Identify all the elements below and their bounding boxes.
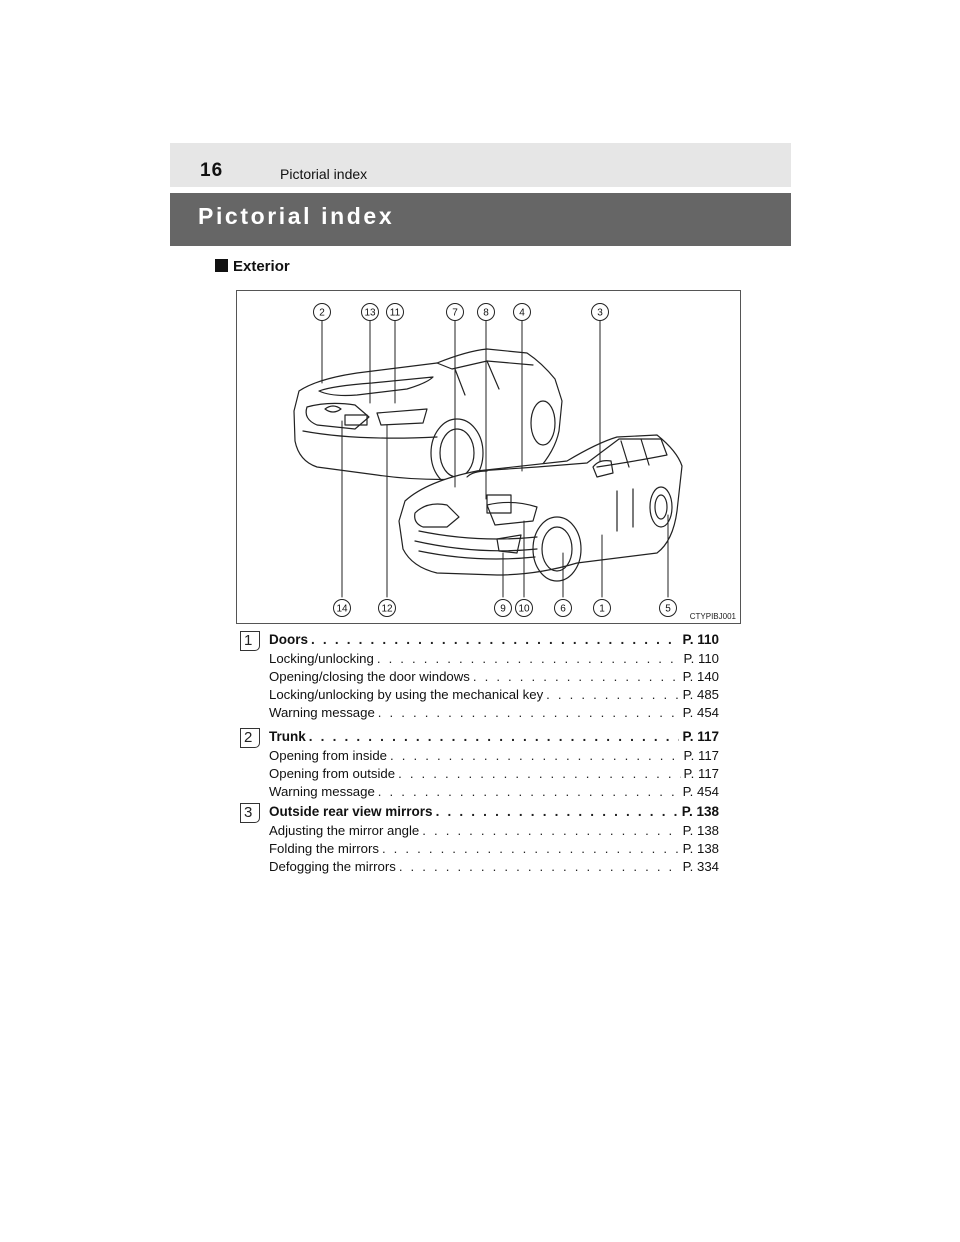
running-header-bar [170, 143, 791, 187]
entry-item-row[interactable] [269, 841, 719, 858]
section-heading [215, 258, 290, 275]
entry-number-badge: 3 [240, 803, 260, 823]
car-illustration [237, 291, 742, 625]
callout-bottom-6: 5 [665, 603, 671, 615]
entry-title: Doors [269, 632, 309, 647]
callout-bottom-5: 1 [599, 603, 605, 615]
dot-leader [398, 766, 680, 781]
entry-item-row[interactable] [269, 784, 719, 801]
entry-title-row[interactable] [269, 804, 719, 821]
item-page-ref: P. 334 [682, 859, 719, 874]
entry-title: Trunk [269, 729, 306, 744]
dot-leader [473, 669, 680, 684]
item-page-ref: P. 140 [682, 669, 719, 684]
dot-leader [378, 784, 680, 799]
running-header-section: Pictorial index [280, 166, 368, 182]
heading-square-icon [215, 259, 228, 272]
callout-top-5: 4 [519, 307, 525, 319]
item-label: Opening from outside [269, 766, 396, 781]
dot-leader [436, 804, 679, 819]
item-label: Locking/unlocking [269, 651, 374, 666]
item-page-ref: P. 138 [682, 823, 719, 838]
item-page-ref: P. 138 [682, 841, 719, 856]
front-car-drawing [399, 435, 682, 581]
dot-leader [422, 823, 679, 838]
dot-leader [311, 632, 679, 647]
item-label: Locking/unlocking by using the mechanical key [269, 687, 544, 702]
callout-top-0: 2 [319, 307, 325, 319]
callout-top-6: 3 [597, 307, 603, 319]
item-label: Opening/closing the door windows [269, 669, 470, 684]
entry-item-row[interactable] [269, 669, 719, 686]
section-heading-text: Exterior [233, 258, 290, 275]
exterior-figure [236, 290, 741, 624]
item-label: Folding the mirrors [269, 841, 379, 856]
entry-item-row[interactable] [269, 766, 719, 783]
callout-bottom-0: 14 [336, 603, 348, 615]
dot-leader [378, 705, 680, 720]
item-page-ref: P. 117 [683, 766, 719, 781]
entry-number-badge: 1 [240, 631, 260, 651]
dot-leader [309, 729, 680, 744]
callout-top-4: 8 [483, 307, 489, 319]
dot-leader [390, 748, 681, 763]
entry-page-ref: P. 138 [681, 804, 719, 819]
callout-bottom-1: 12 [381, 603, 393, 615]
entry-item-row[interactable] [269, 748, 719, 765]
item-label: Adjusting the mirror angle [269, 823, 420, 838]
item-label: Warning message [269, 784, 375, 799]
item-page-ref: P. 454 [682, 784, 719, 799]
page-title: Pictorial index [198, 203, 395, 229]
dot-leader [399, 859, 680, 874]
page-number: 16 [200, 160, 224, 181]
entry-item-row[interactable] [269, 823, 719, 840]
callout-bottom-3: 10 [518, 603, 530, 615]
entry-page-ref: P. 110 [682, 632, 719, 647]
entry-item-row[interactable] [269, 651, 719, 668]
item-page-ref: P. 110 [683, 651, 719, 666]
dot-leader [382, 841, 680, 856]
item-page-ref: P. 454 [682, 705, 719, 720]
item-page-ref: P. 485 [682, 687, 719, 702]
callout-top-1: 13 [364, 307, 376, 319]
entry-number-badge: 2 [240, 728, 260, 748]
dot-leader [546, 687, 679, 702]
item-label: Defogging the mirrors [269, 859, 396, 874]
entry-title-row[interactable] [269, 729, 719, 746]
callout-top-2: 11 [389, 307, 401, 319]
entry-page-ref: P. 117 [682, 729, 719, 744]
item-label: Warning message [269, 705, 375, 720]
callout-bottom-2: 9 [500, 603, 506, 615]
callout-top-3: 7 [452, 307, 458, 319]
entry-item-row[interactable] [269, 705, 719, 722]
entry-title-row[interactable] [269, 632, 719, 649]
entry-item-row[interactable] [269, 687, 719, 704]
entry-title: Outside rear view mirrors [269, 804, 433, 819]
item-page-ref: P. 117 [683, 748, 719, 763]
item-label: Opening from inside [269, 748, 388, 763]
entry-item-row[interactable] [269, 859, 719, 876]
figure-code: CTYPIBJ001 [689, 612, 736, 621]
callout-bottom-4: 6 [560, 603, 566, 615]
dot-leader [377, 651, 681, 666]
